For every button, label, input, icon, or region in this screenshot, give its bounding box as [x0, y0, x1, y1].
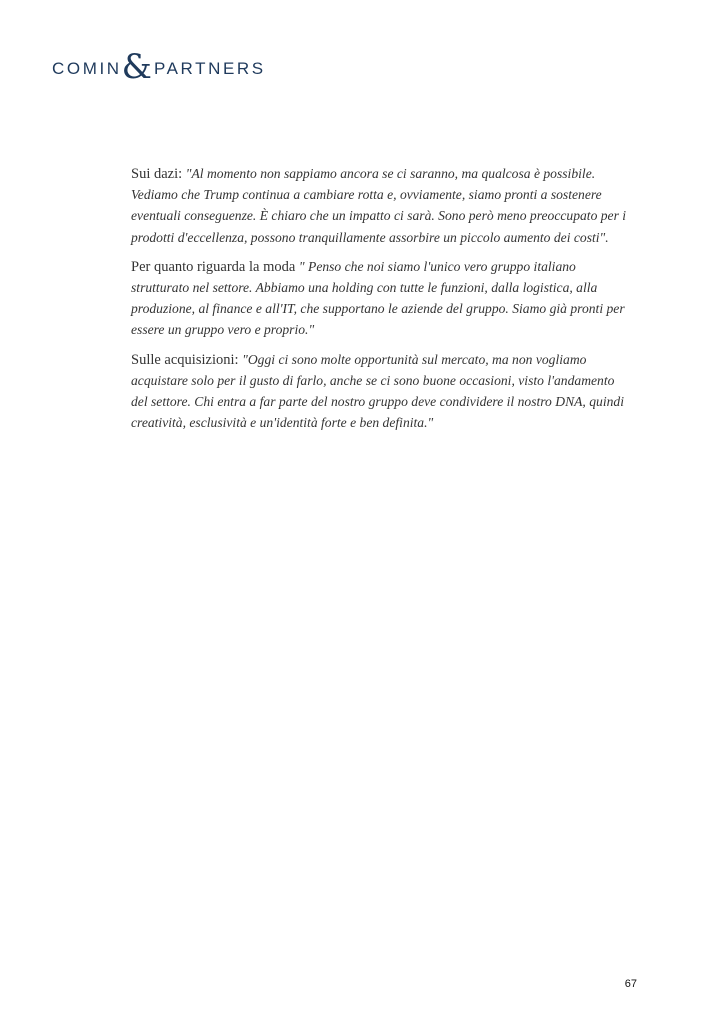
paragraph-lead: Sui dazi:	[131, 166, 186, 182]
paragraph-quote: "Al momento non sappiamo ancora se ci saranno, ma qualcosa è possibile. Vediamo che Trump continua a cambiare rotta e, ovviamente, siamo pronti a sostenere eventuali conseguenze. È chiaro che un impatto ci sarà. Sono però meno preoccupato per i prodotti d'eccellenza, possono tranquillamente assorbire un piccolo aumento dei costi".	[131, 166, 627, 245]
page-number: 67	[624, 978, 637, 990]
company-logo	[52, 47, 266, 87]
paragraph-lead: Per quanto riguarda la moda	[131, 258, 299, 275]
paragraph-acquisizioni	[131, 350, 627, 435]
logo-text-right: PARTNERS	[153, 59, 266, 78]
article-body	[131, 164, 627, 442]
paragraph-quote: "Oggi ci sono molte opportunità sul mercato, ma non vogliamo acquistare solo per il gusto di farlo, anche se ci sono buone occasioni, visto l'andamento del settore. Chi entra a far parte del nostro gruppo deve condividere il nostro DNA, quindi creatività, esclusività e un'identità forte e ben definita."	[131, 351, 624, 431]
logo-text-left: COMIN	[52, 59, 122, 78]
paragraph-quote: " Penso che noi siamo l'unico vero gruppo italiano strutturato nel settore. Abbiamo una holding con tutte le funzioni, dalla logistica, alla produzione, al finance e all'IT, che supportano le aziende del gruppo. Siamo già pronti per essere un gruppo vero e proprio."	[131, 258, 625, 338]
paragraph-moda	[131, 257, 627, 342]
paragraph-dazi	[131, 164, 627, 249]
logo-ampersand: &	[121, 47, 152, 87]
paragraph-lead: Sulle acquisizioni:	[131, 351, 243, 368]
